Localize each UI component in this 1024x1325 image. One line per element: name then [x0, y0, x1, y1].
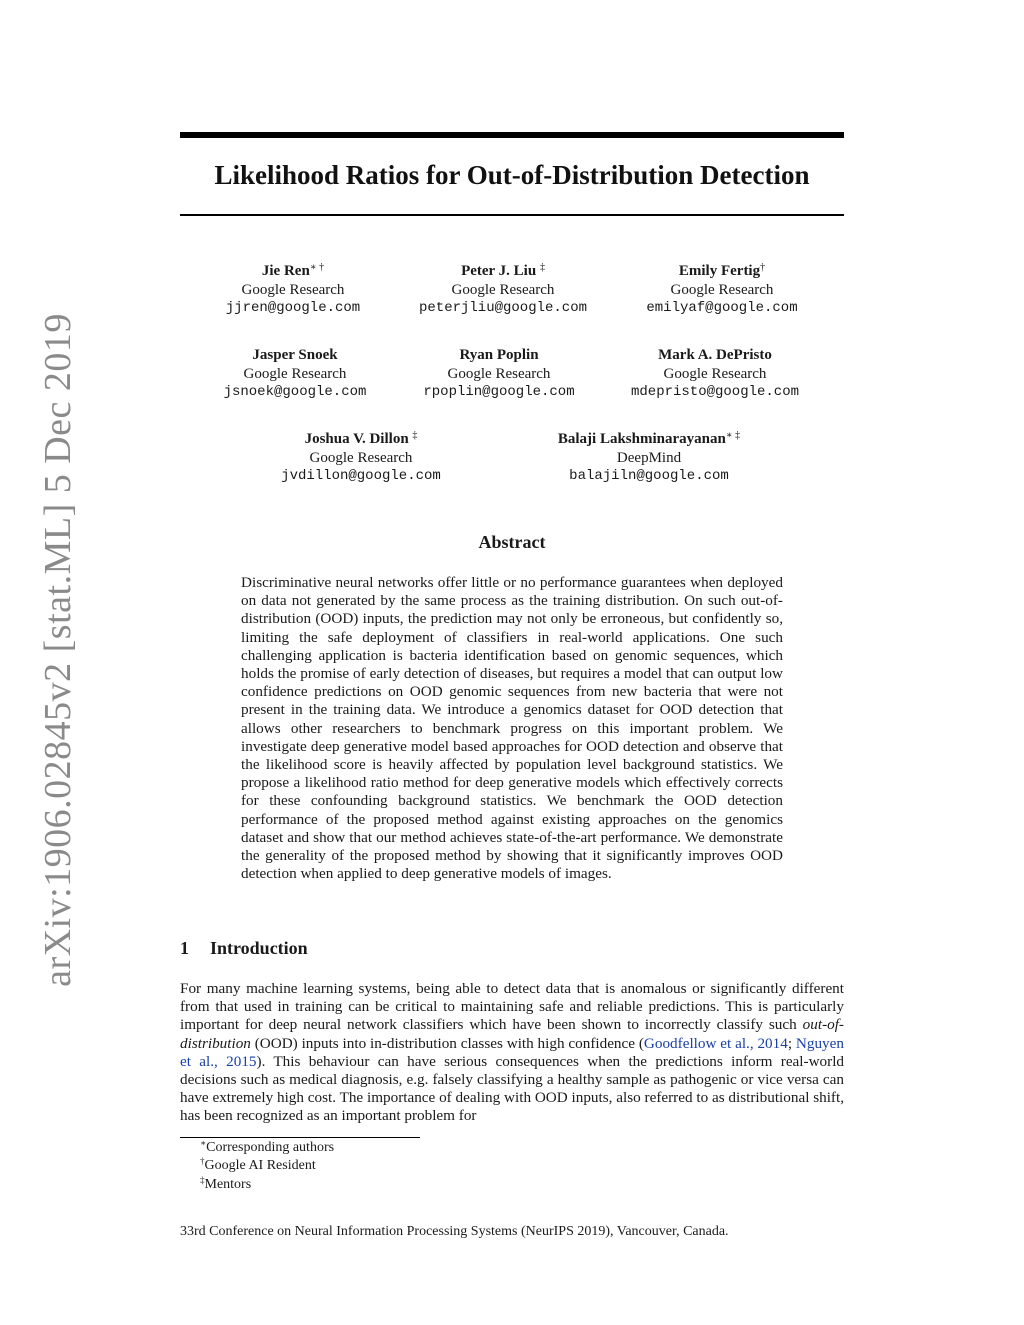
author-marks: ∗ ‡ [725, 430, 741, 441]
author-email[interactable]: peterjliu@google.com [418, 300, 588, 316]
author-affiliation: Google Research [663, 365, 767, 382]
author-name: Jasper Snoek [252, 347, 338, 363]
author-affiliation: Google Research [451, 281, 555, 298]
author-block [241, 430, 481, 486]
author-name: Joshua V. Dillon ‡ [304, 430, 418, 447]
footnote-mark: ‡ [200, 1174, 205, 1185]
author-name: Emily Fertig† [678, 262, 766, 279]
author-block [173, 262, 413, 318]
title-bottom-rule [180, 214, 844, 216]
section-heading [180, 938, 308, 959]
section-number: 1 [180, 938, 189, 958]
author-name: Balaji Lakshminarayanan∗ ‡ [557, 430, 741, 447]
footnote-mark: † [200, 1156, 205, 1167]
author-email[interactable]: jsnoek@google.com [223, 384, 367, 400]
footnotes [200, 1139, 334, 1194]
author-block [595, 346, 835, 402]
author-name: Mark A. DePristo [658, 347, 772, 363]
author-affiliation: Google Research [309, 449, 413, 466]
abstract-heading: Abstract [478, 532, 546, 552]
author-name: Peter J. Liu ‡ [461, 262, 545, 279]
section-title: Introduction [210, 938, 308, 958]
author-email[interactable]: emilyaf@google.com [646, 300, 798, 316]
introduction-text: For many machine learning systems, being able to detect data that is anomalous or significantly different from that used in training can be critical to maintaining safe and reliable predictions. This is particularly important for deep neural network classifiers which have been shown to incorrectly classify such out-of-distribution (OOD) inputs into in-distribution classes with high confidence (Goodfellow et al., 2014; Nguyen et al., 2015). This behaviour can have serious consequences when the predictions inform real-world decisions such as medical diagnosis, e.g. falsely classifying a healthy sample as pathogenic or vice versa can have extremely high cost. The importance of dealing with OOD inputs, also referred to as distributional shift, has been recognized as an important problem for [180, 980, 845, 1125]
author-block [383, 262, 623, 318]
author-marks: ‡ [539, 262, 545, 273]
author-email[interactable]: mdepristo@google.com [630, 384, 800, 400]
conference-note: 33rd Conference on Neural Information Processing Systems (NeurIPS 2019), Vancouver, Canada. [180, 1224, 729, 1239]
footnote: ‡Mentors [200, 1174, 252, 1192]
paper-title: Likelihood Ratios for Out-of-Distribution Detection [214, 160, 810, 190]
author-block [379, 346, 619, 402]
author-name: Jie Ren∗ † [261, 262, 325, 279]
footnote-rule [180, 1137, 420, 1138]
author-affiliation: Google Research [241, 281, 345, 298]
emphasis-term: out-of-distribution [180, 1016, 844, 1052]
arxiv-identifier: arXiv:1906.02845v2 [stat.ML] 5 Dec 2019 [37, 313, 79, 987]
author-name: Ryan Poplin [459, 347, 539, 363]
title-top-rule [180, 132, 844, 138]
author-email[interactable]: jvdillon@google.com [281, 468, 441, 484]
author-email[interactable]: jjren@google.com [225, 300, 361, 316]
author-marks: ∗ † [309, 262, 325, 273]
author-marks: † [760, 262, 766, 273]
author-email[interactable]: rpoplin@google.com [423, 384, 575, 400]
author-affiliation: Google Research [670, 281, 774, 298]
author-block [602, 262, 842, 318]
author-affiliation: Google Research [447, 365, 551, 382]
author-block [509, 430, 789, 486]
citation-link[interactable]: Nguyen et al., 2015 [180, 1034, 844, 1070]
author-affiliation: DeepMind [616, 449, 682, 466]
footnote: †Google AI Resident [200, 1156, 316, 1174]
footnote: ∗Corresponding authors [200, 1138, 335, 1155]
citation-link[interactable]: Goodfellow et al., 2014 [643, 1034, 788, 1052]
footnote-mark: ∗ [200, 1138, 207, 1148]
author-email[interactable]: balajiln@google.com [569, 468, 729, 484]
author-affiliation: Google Research [243, 365, 347, 382]
abstract-text: Discriminative neural networks offer little or no performance guarantees when deployed on data not generated by the same process as the training distribution. On such out-of-distribution (OOD) inputs, the prediction may not only be erroneous, but confidently so, limiting the safe deployment of classifiers in real-world applications. One such challenging application is bacteria identification based on genomic sequences, which holds the promise of early detection of diseases, but requires a model that can output low confidence predictions on OOD genomic sequences from new bacteria that were not present in the training data. We introduce a genomics dataset for OOD detection that allows other researchers to benchmark progress on this important problem. We investigate deep generative model based approaches for OOD detection and observe that the likelihood score is heavily affected by population level background statistics. We propose a likelihood ratio method for deep generative models which effectively corrects for these confounding background statistics. We benchmark the OOD detection performance of the proposed method against existing approaches on the genomics dataset and show that our method achieves state-of-the-art performance. We demonstrate the generality of the proposed method by showing that it significantly improves OOD detection when applied to deep generative models of images. [241, 574, 783, 883]
author-marks: ‡ [412, 430, 418, 441]
